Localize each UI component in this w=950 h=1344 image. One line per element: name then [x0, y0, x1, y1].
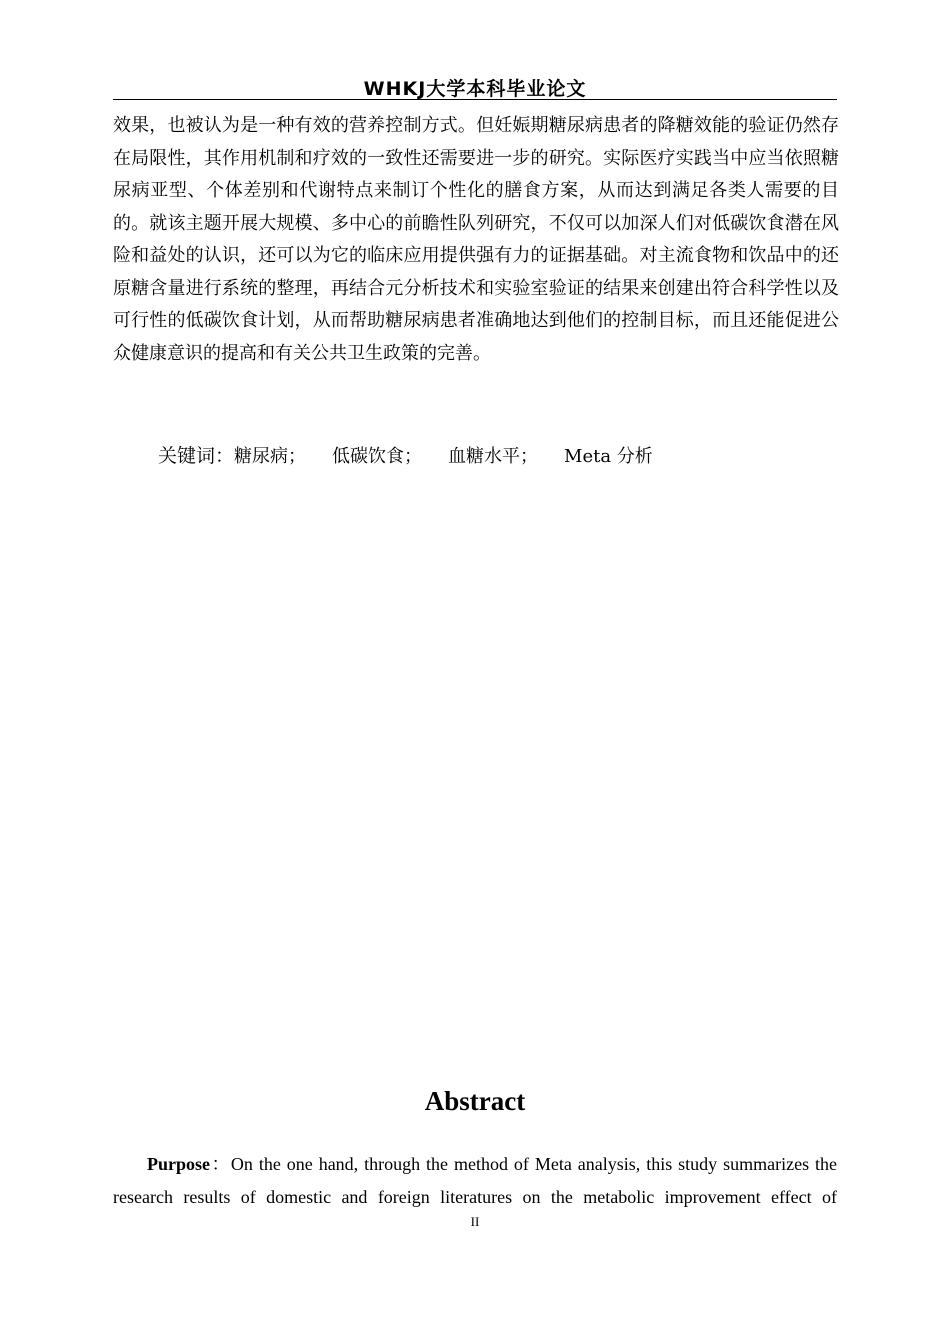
- header-rule: [113, 99, 837, 100]
- keywords-label: 关键词：: [158, 445, 235, 467]
- purpose-label: Purpose: [147, 1154, 210, 1174]
- keyword-item: 糖尿病；: [234, 446, 307, 467]
- chinese-abstract-body: [113, 110, 839, 370]
- purpose-colon: ：: [210, 1154, 231, 1174]
- page-number: II: [470, 1214, 480, 1229]
- keyword-item: 低碳饮食；: [332, 446, 423, 467]
- body-paragraph: 效果，也被认为是一种有效的营养控制方式。但妊娠期糖尿病患者的降糖效能的验证仍然存在局限性，其作用机制和疗效的一致性还需要进一步的研究。实际医疗实践当中应当依照糖尿病亚型、个体差别和代谢特点来制订个性化的膳食方案，从而达到满足各类人需要的目的。就该主题开展大规模、多中心的前瞻性队列研究，不仅可以加深人们对低碳饮食潜在风险和益处的认识，还可以为它的临床应用提供强有力的证据基础。对主流食物和饮品中的还原糖含量进行系统的整理，再结合元分析技术和实验室验证的结果来创建出符合科学性以及可行性的低碳饮食计划，从而帮助糖尿病患者准确地达到他们的控制目标，而且还能促进公众健康意识的提高和有关公共卫生政策的完善。: [113, 115, 839, 364]
- purpose-paragraph: [113, 1148, 837, 1214]
- purpose-text: On the one hand, through the method of Meta analysis, this study summarizes the research results of domestic and foreign literatures on the metabolic improvement effect of: [113, 1154, 838, 1207]
- keyword-item: 血糖水平；: [448, 446, 539, 467]
- page-header: WHKJ大学本科毕业论文: [363, 78, 587, 100]
- abstract-body: [113, 1148, 837, 1214]
- keywords-line: [158, 441, 653, 472]
- abstract-title: Abstract: [424, 1086, 526, 1116]
- keyword-item: Meta 分析: [564, 446, 653, 467]
